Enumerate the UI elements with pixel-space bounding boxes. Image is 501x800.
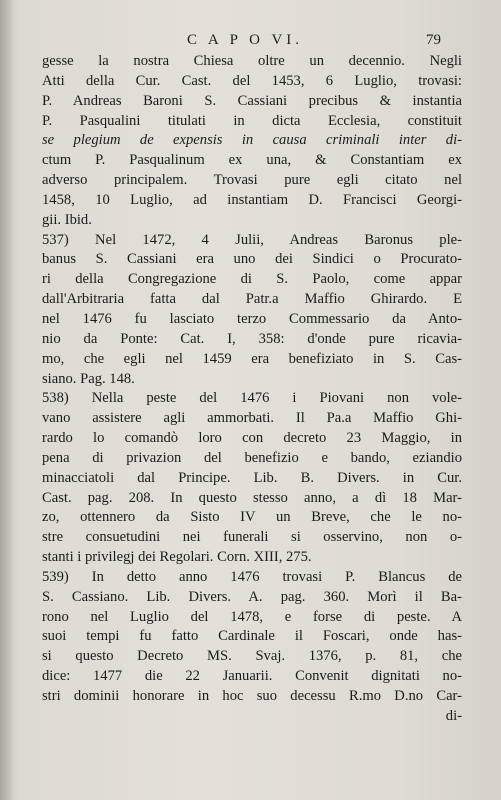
text-line: suoi tempi fu fatto Cardinale il Foscari, onde has- — [42, 628, 462, 645]
text-line: vano assistere agli ammorbati. Il Pa.a Maffio Ghi- — [42, 410, 462, 427]
text-line: P. Andreas Baroni S. Cassiani precibus & instantia — [42, 92, 462, 109]
text-line: rono nel Luglio del 1478, e forse di peste. A — [42, 608, 462, 625]
text-line: Atti della Cur. Cast. del 1453, 6 Luglio, trovasi: — [42, 72, 462, 89]
text-line: stri dominii honorare in hoc suo decessu R.mo D.no Car- — [42, 688, 462, 704]
text-line: 1458, 10 Luglio, ad instantiam D. Francisci Georgi- — [42, 191, 462, 208]
text-line: nel 1476 fu lasciato terzo Commessario da Anto- — [42, 310, 462, 327]
catchword: di- — [445, 707, 462, 724]
text-line: rardo lo comandò loro con decreto 23 Maggio, in — [42, 430, 462, 447]
text-line: zo, ottennero da Sisto IV un Breve, che le no- — [42, 509, 462, 526]
text-line: 539) In detto anno 1476 trovasi P. Blancus de — [42, 568, 462, 585]
text-line: dice: 1477 die 22 Januarii. Convenit dignitati no- — [42, 668, 462, 685]
text-line: se plegium de expensis in causa criminali inter di- — [42, 132, 462, 149]
text-line: Cast. pag. 208. In questo stesso anno, a dì 18 Mar- — [42, 489, 462, 506]
text-line: stanti i privilegj dei Regolari. Corn. XIII, 275. — [42, 549, 312, 566]
page-number: 79 — [426, 32, 441, 48]
text-line: adverso principalem. Trovasi pure egli citato nel — [42, 172, 462, 189]
text-line: S. Cassiano. Lib. Divers. A. pag. 360. Morì il Ba- — [42, 588, 462, 605]
text-line: 538) Nella peste del 1476 i Piovani non vole- — [42, 390, 462, 407]
text-line: minacciatoli dal Principe. Lib. B. Divers. in Cur. — [42, 469, 462, 486]
page-gutter-shadow — [0, 0, 14, 800]
text-line: siano. Pag. 148. — [42, 370, 135, 387]
body-text — [42, 52, 462, 727]
text-line: dall'Arbitraria fatta dal Patr.a Maffio Ghirardo. E — [42, 291, 462, 308]
running-head: C A P O VI. — [186, 32, 304, 48]
text-line: 537) Nel 1472, 4 Julii, Andreas Baronus ple- — [42, 231, 462, 248]
text-line: mo, che egli nel 1459 era benefiziato in S. Cas- — [42, 350, 462, 367]
text-line: si questo Decreto MS. Svaj. 1376, p. 81, che — [42, 648, 462, 665]
text-line: stre consuetudini nei funerali si osservino, non o- — [42, 529, 462, 546]
text-line: ri della Congregazione di S. Paolo, come appar — [42, 271, 462, 288]
text-line: banus S. Cassiani era uno dei Sindici o Procurato- — [42, 251, 462, 268]
text-line: P. Pasqualini titulati in dicta Ecclesia, constituit — [42, 112, 462, 129]
text-line: pena di privazion del benefizio e bando, eziandio — [42, 449, 462, 466]
text-line: ctum P. Pasqualinum ex una, & Constantiam ex — [42, 152, 462, 169]
text-line: gii. Ibid. — [42, 211, 92, 228]
text-line: gesse la nostra Chiesa oltre un decennio. Negli — [42, 53, 462, 69]
text-line: nio da Ponte: Cat. I, 358: d'onde pure ricavia- — [42, 330, 462, 347]
